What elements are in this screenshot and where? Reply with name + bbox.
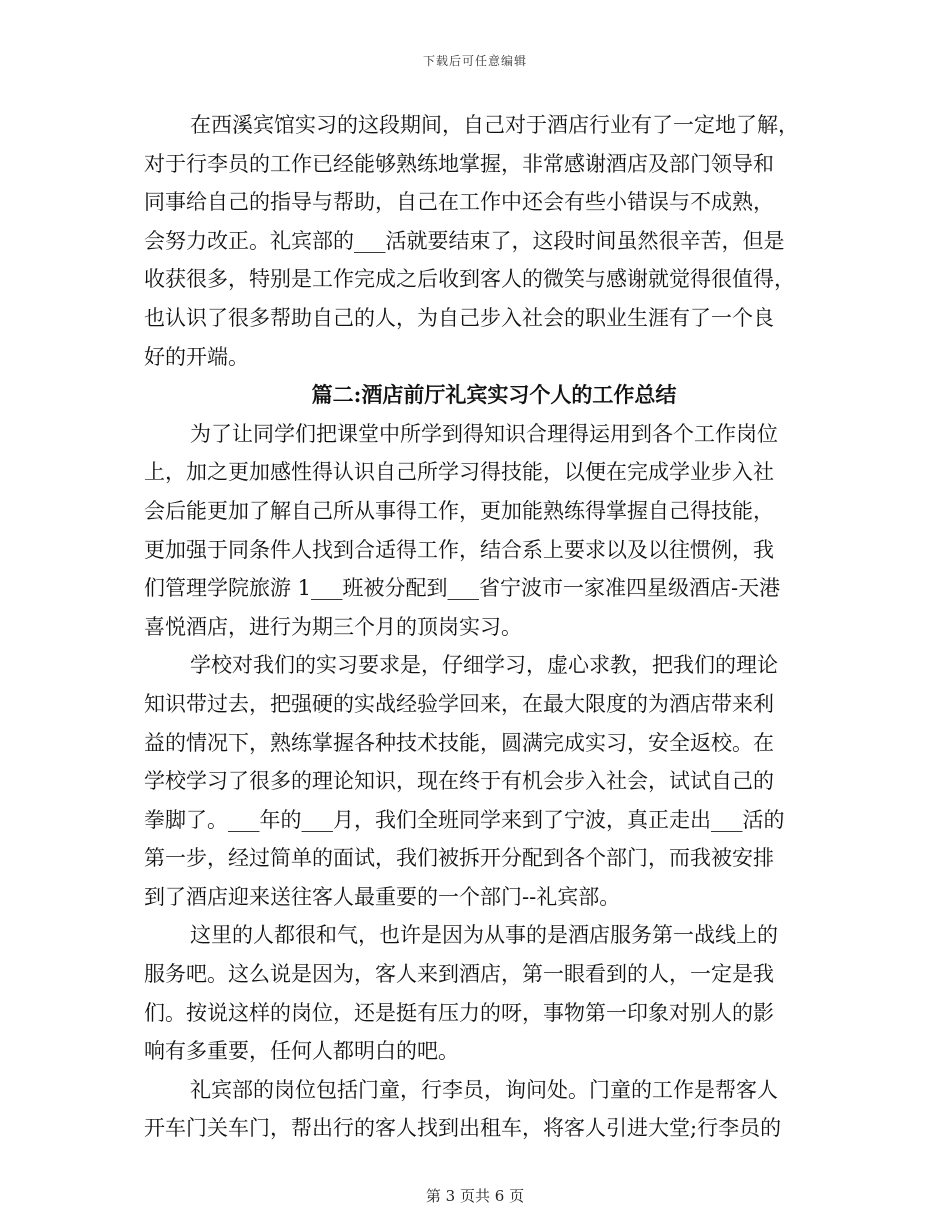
text-line: 也认识了很多帮助自己的人，为自己步入社会的职业生涯有了一个良 <box>144 305 774 330</box>
text-line: 会努力改正。礼宾部的___活就要结束了，这段时间虽然很辛苦，但是 <box>144 228 785 253</box>
text-line: 会后能更加了解自己所从事得工作，更加能熟练得掌握自己得技能， <box>144 498 774 523</box>
text-line: 为了让同学们把课堂中所学到得知识合理得运用到各个工作岗位 <box>190 421 778 446</box>
text-line: 学校学习了很多的理论知识，现在终于有机会步入社会，试试自己的 <box>144 769 774 794</box>
section-heading: 篇二:酒店前厅礼宾实习个人的工作总结 <box>311 382 677 408</box>
text-line: 拳脚了。___年的___月，我们全班同学来到了宁波，真正走出___活的 <box>144 807 785 832</box>
text-line: 们管理学院旅游 1___班被分配到___省宁波市一家准四星级酒店-天港 <box>144 576 781 601</box>
text-line: 到了酒店迎来送往客人最重要的一个部门--礼宾部。 <box>144 884 621 909</box>
text-line: 们。按说这样的岗位，还是挺有压力的呀，事物第一印象对别人的影 <box>144 1000 774 1025</box>
document-body <box>144 106 804 1148</box>
text-line: 响有多重要，任何人都明白的吧。 <box>144 1039 459 1064</box>
text-line: 服务吧。这么说是因为，客人来到酒店，第一眼看到的人，一定是我 <box>144 962 774 987</box>
text-line: 第一步，经过简单的面试，我们被拆开分配到各个部门，而我被安排 <box>144 846 774 871</box>
text-line: 上，加之更加感性得认识自己所学习得技能，以便在完成学业步入社 <box>144 460 774 485</box>
text-line: 在西溪宾馆实习的这段期间，自己对于酒店行业有了一定地了解， <box>190 113 799 137</box>
text-line: 同事给自己的指导与帮助，自己在工作中还会有些小错误与不成熟， <box>144 190 774 215</box>
page-header: 下载后可任意编辑 <box>422 54 527 68</box>
text-line: 收获很多，特别是工作完成之后收到客人的微笑与感谢就觉得很值得， <box>144 267 795 292</box>
text-line: 知识带过去，把强硬的实战经验学回来，在最大限度的为酒店带来利 <box>144 691 774 716</box>
text-line: 更加强于同条件人找到合适得工作，结合系上要求以及以往惯例，我 <box>144 537 774 562</box>
text-line: 益的情况下，熟练掌握各种技术技能，圆满完成实习，安全返校。在 <box>144 730 774 755</box>
text-line: 对于行李员的工作已经能够熟练地掌握，非常感谢酒店及部门领导和 <box>144 151 774 176</box>
text-line: 喜悦酒店，进行为期三个月的顶岗实习。 <box>144 614 522 639</box>
text-line: 礼宾部的岗位包括门童，行李员，询问处。门童的工作是帮客人 <box>190 1077 778 1102</box>
text-line: 开车门关车门，帮出行的客人找到出租车，将客人引进大堂;行李员的 <box>144 1116 782 1141</box>
text-line: 学校对我们的实习要求是，仔细学习，虚心求教，把我们的理论 <box>190 653 778 678</box>
page-footer: 第 3 页共 6 页 <box>425 1187 525 1205</box>
text-line: 这里的人都很和气，也许是因为从事的是酒店服务第一战线上的 <box>190 923 778 948</box>
text-line: 好的开端。 <box>144 344 249 369</box>
